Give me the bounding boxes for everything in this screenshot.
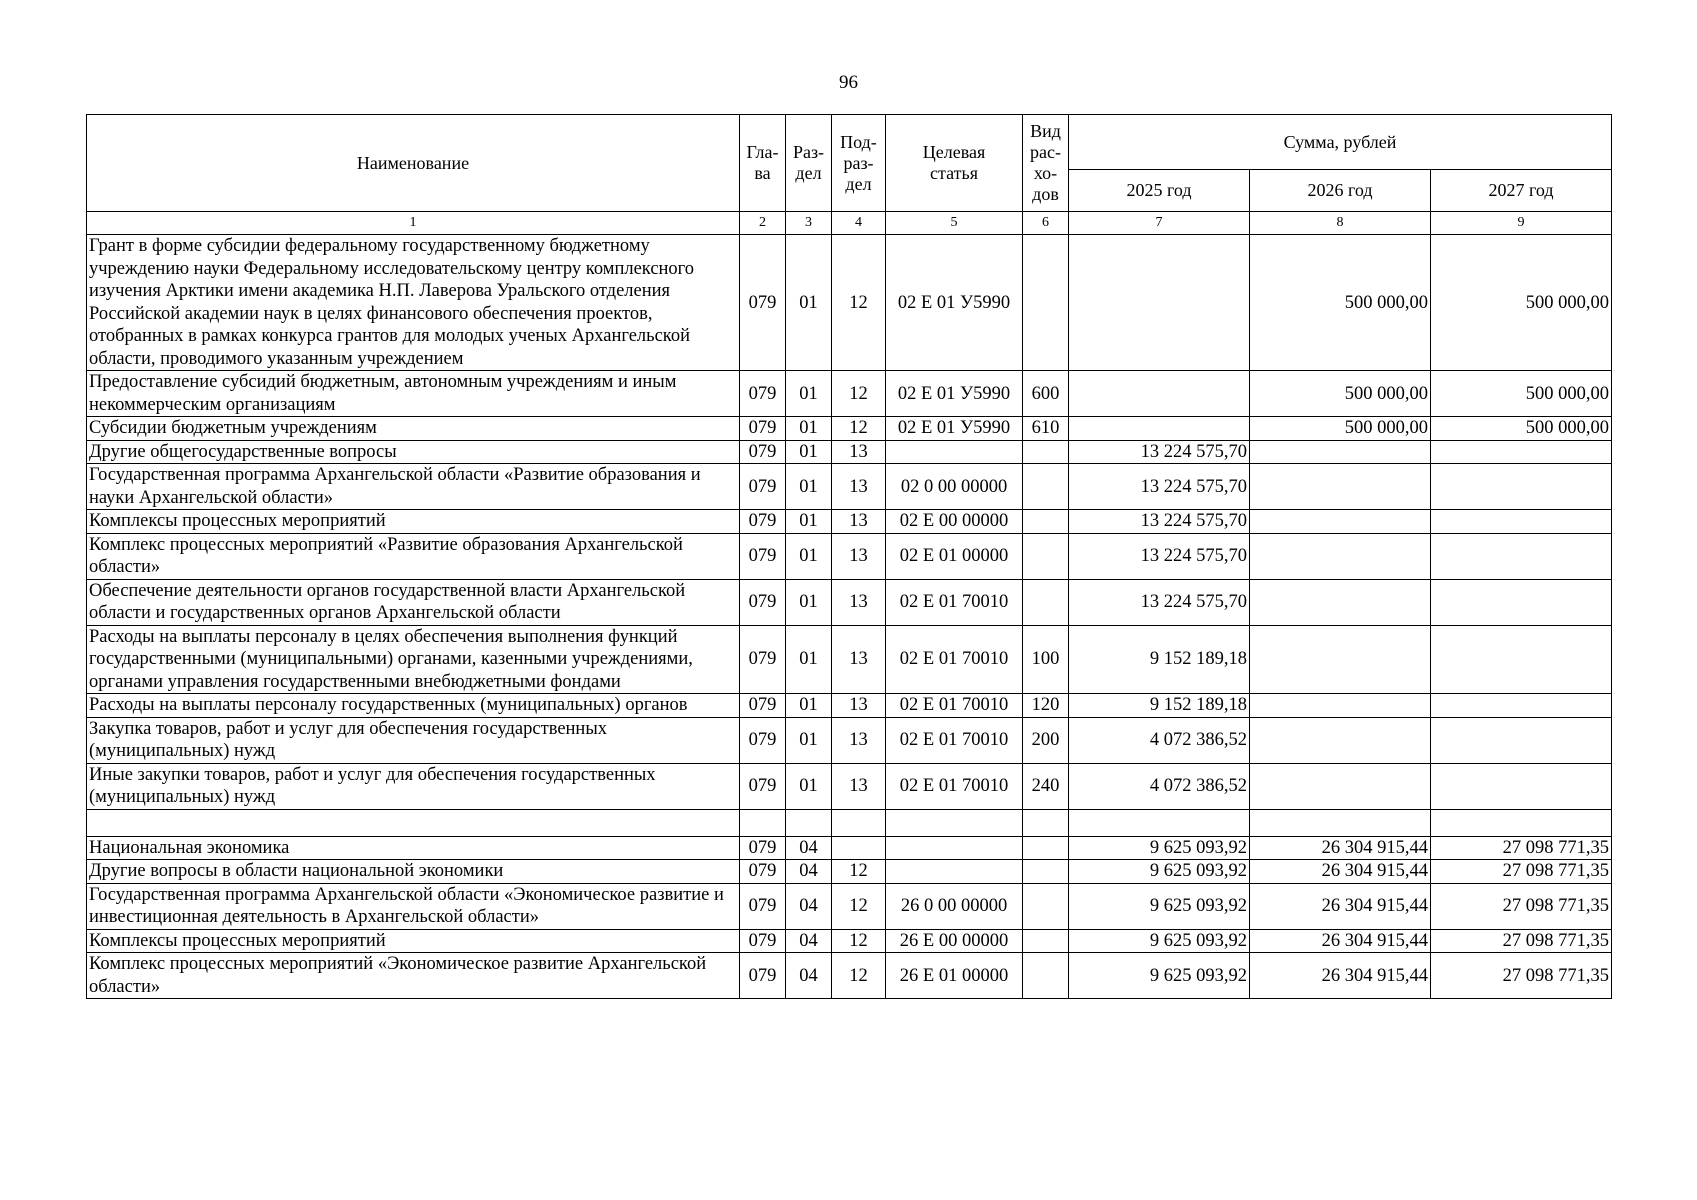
cell-amount-2026: 26 304 915,44 <box>1250 860 1431 884</box>
cell-section: 01 <box>786 625 832 694</box>
cell-expense-type: 100 <box>1023 625 1069 694</box>
cell-section: 01 <box>786 235 832 371</box>
cell-amount-2025 <box>1069 809 1250 836</box>
cell-amount-2027 <box>1431 625 1612 694</box>
cell-name: Иные закупки товаров, работ и услуг для обеспечения государственных (муниципальных) нужд <box>87 763 740 809</box>
table-row <box>87 235 1612 371</box>
cell-amount-2027 <box>1431 579 1612 625</box>
cell-amount-2027 <box>1431 464 1612 510</box>
cell-amount-2025: 9 152 189,18 <box>1069 625 1250 694</box>
cell-amount-2026 <box>1250 625 1431 694</box>
header-name: Наименование <box>87 115 740 212</box>
header-year-2026: 2026 год <box>1250 170 1431 212</box>
cell-expense-type <box>1023 440 1069 464</box>
cell-amount-2025: 9 625 093,92 <box>1069 953 1250 999</box>
cell-subsection: 13 <box>832 533 886 579</box>
column-number: 7 <box>1069 212 1250 235</box>
cell-amount-2026 <box>1250 440 1431 464</box>
cell-amount-2026: 26 304 915,44 <box>1250 929 1431 953</box>
cell-amount-2026: 500 000,00 <box>1250 235 1431 371</box>
cell-expense-type <box>1023 836 1069 860</box>
cell-expense-type <box>1023 579 1069 625</box>
cell-subsection: 13 <box>832 717 886 763</box>
cell-chapter <box>740 809 786 836</box>
cell-amount-2025: 9 625 093,92 <box>1069 836 1250 860</box>
cell-amount-2027 <box>1431 510 1612 534</box>
cell-chapter: 079 <box>740 533 786 579</box>
cell-chapter: 079 <box>740 235 786 371</box>
cell-subsection <box>832 809 886 836</box>
cell-section: 04 <box>786 953 832 999</box>
table-row <box>87 510 1612 534</box>
cell-amount-2027: 27 098 771,35 <box>1431 860 1612 884</box>
cell-amount-2026 <box>1250 510 1431 534</box>
cell-amount-2026: 26 304 915,44 <box>1250 953 1431 999</box>
column-number: 4 <box>832 212 886 235</box>
cell-amount-2027: 27 098 771,35 <box>1431 836 1612 860</box>
header-subsection-label: Под- раз- дел <box>840 131 877 194</box>
cell-expense-type <box>1023 510 1069 534</box>
cell-amount-2025 <box>1069 417 1250 441</box>
cell-chapter: 079 <box>740 717 786 763</box>
cell-name: Государственная программа Архангельской области «Экономическое развитие и инвестиционная деятельность в Архангельской области» <box>87 883 740 929</box>
header-chapter <box>740 115 786 212</box>
cell-name: Другие вопросы в области национальной экономики <box>87 860 740 884</box>
cell-section: 04 <box>786 883 832 929</box>
cell-amount-2027: 500 000,00 <box>1431 235 1612 371</box>
cell-amount-2025: 13 224 575,70 <box>1069 464 1250 510</box>
cell-expense-type <box>1023 809 1069 836</box>
cell-expense-type <box>1023 464 1069 510</box>
cell-section: 04 <box>786 836 832 860</box>
table-row <box>87 929 1612 953</box>
cell-amount-2025: 9 625 093,92 <box>1069 860 1250 884</box>
table-row <box>87 717 1612 763</box>
cell-amount-2027 <box>1431 694 1612 718</box>
header-year-2025: 2025 год <box>1069 170 1250 212</box>
table-body <box>87 235 1612 999</box>
budget-table <box>86 114 1612 999</box>
cell-expense-type <box>1023 953 1069 999</box>
cell-amount-2025: 13 224 575,70 <box>1069 510 1250 534</box>
cell-section: 04 <box>786 860 832 884</box>
cell-section: 04 <box>786 929 832 953</box>
cell-target-article: 02 Е 01 У5990 <box>886 371 1023 417</box>
cell-amount-2027: 500 000,00 <box>1431 371 1612 417</box>
cell-subsection: 13 <box>832 625 886 694</box>
cell-name: Комплексы процессных мероприятий <box>87 510 740 534</box>
cell-chapter: 079 <box>740 440 786 464</box>
cell-section: 01 <box>786 510 832 534</box>
cell-subsection: 12 <box>832 883 886 929</box>
table-row <box>87 860 1612 884</box>
cell-amount-2026 <box>1250 717 1431 763</box>
cell-target-article: 02 0 00 00000 <box>886 464 1023 510</box>
cell-subsection: 12 <box>832 235 886 371</box>
cell-name: Национальная экономика <box>87 836 740 860</box>
cell-subsection: 13 <box>832 510 886 534</box>
cell-name: Субсидии бюджетным учреждениям <box>87 417 740 441</box>
cell-amount-2026 <box>1250 694 1431 718</box>
table-row <box>87 953 1612 999</box>
cell-subsection: 12 <box>832 860 886 884</box>
table-row <box>87 836 1612 860</box>
column-number: 2 <box>740 212 786 235</box>
cell-section: 01 <box>786 694 832 718</box>
cell-amount-2026 <box>1250 579 1431 625</box>
table-row <box>87 533 1612 579</box>
table-row-spacer <box>87 809 1612 836</box>
cell-name: Закупка товаров, работ и услуг для обеспечения государственных (муниципальных) нужд <box>87 717 740 763</box>
cell-name: Комплекс процессных мероприятий «Экономическое развитие Архангельской области» <box>87 953 740 999</box>
cell-subsection: 12 <box>832 929 886 953</box>
table-row <box>87 883 1612 929</box>
cell-expense-type <box>1023 235 1069 371</box>
cell-expense-type: 200 <box>1023 717 1069 763</box>
cell-subsection: 13 <box>832 694 886 718</box>
cell-chapter: 079 <box>740 371 786 417</box>
cell-amount-2026: 26 304 915,44 <box>1250 836 1431 860</box>
cell-target-article: 02 Е 00 00000 <box>886 510 1023 534</box>
cell-target-article <box>886 836 1023 860</box>
column-number: 9 <box>1431 212 1612 235</box>
cell-amount-2026 <box>1250 533 1431 579</box>
cell-subsection: 12 <box>832 371 886 417</box>
cell-name: Комплексы процессных мероприятий <box>87 929 740 953</box>
cell-chapter: 079 <box>740 836 786 860</box>
cell-name <box>87 809 740 836</box>
cell-name: Расходы на выплаты персоналу в целях обеспечения выполнения функций государственными (муниципальными) органами, казенными учреждениями, органами управления государственными внебюджетными фондами <box>87 625 740 694</box>
cell-amount-2025: 13 224 575,70 <box>1069 579 1250 625</box>
cell-amount-2026: 26 304 915,44 <box>1250 883 1431 929</box>
cell-section: 01 <box>786 717 832 763</box>
header-sum: Сумма, рублей <box>1069 115 1612 170</box>
table-header <box>87 115 1612 235</box>
cell-chapter: 079 <box>740 625 786 694</box>
cell-chapter: 079 <box>740 883 786 929</box>
cell-subsection: 13 <box>832 579 886 625</box>
cell-amount-2026 <box>1250 809 1431 836</box>
cell-target-article: 02 Е 01 70010 <box>886 694 1023 718</box>
cell-target-article: 02 Е 01 70010 <box>886 717 1023 763</box>
cell-subsection: 13 <box>832 440 886 464</box>
cell-amount-2027: 27 098 771,35 <box>1431 929 1612 953</box>
cell-amount-2027 <box>1431 533 1612 579</box>
cell-expense-type: 240 <box>1023 763 1069 809</box>
cell-amount-2027: 500 000,00 <box>1431 417 1612 441</box>
header-expense-type-label: Вид рас- хо- дов <box>1030 121 1061 204</box>
cell-expense-type: 600 <box>1023 371 1069 417</box>
cell-amount-2026 <box>1250 464 1431 510</box>
header-year-2027: 2027 год <box>1431 170 1612 212</box>
cell-expense-type <box>1023 860 1069 884</box>
table-row <box>87 763 1612 809</box>
table-row <box>87 625 1612 694</box>
table-row <box>87 417 1612 441</box>
cell-section: 01 <box>786 533 832 579</box>
cell-amount-2025: 4 072 386,52 <box>1069 717 1250 763</box>
cell-chapter: 079 <box>740 953 786 999</box>
header-expense-type <box>1023 115 1069 212</box>
table-row <box>87 579 1612 625</box>
cell-chapter: 079 <box>740 860 786 884</box>
column-numbers-row <box>87 212 1612 235</box>
cell-target-article: 26 0 00 00000 <box>886 883 1023 929</box>
cell-section: 01 <box>786 464 832 510</box>
column-number: 6 <box>1023 212 1069 235</box>
cell-subsection: 13 <box>832 464 886 510</box>
column-number: 8 <box>1250 212 1431 235</box>
column-number: 1 <box>87 212 740 235</box>
cell-amount-2025: 4 072 386,52 <box>1069 763 1250 809</box>
cell-name: Другие общегосударственные вопросы <box>87 440 740 464</box>
cell-name: Предоставление субсидий бюджетным, автономным учреждениям и иным некоммерческим организациям <box>87 371 740 417</box>
cell-target-article: 02 Е 01 70010 <box>886 763 1023 809</box>
cell-amount-2027: 27 098 771,35 <box>1431 953 1612 999</box>
cell-section: 01 <box>786 440 832 464</box>
cell-section <box>786 809 832 836</box>
cell-amount-2027 <box>1431 809 1612 836</box>
cell-name: Государственная программа Архангельской области «Развитие образования и науки Архангельской области» <box>87 464 740 510</box>
table-row <box>87 464 1612 510</box>
header-section <box>786 115 832 212</box>
cell-amount-2027: 27 098 771,35 <box>1431 883 1612 929</box>
cell-name: Обеспечение деятельности органов государственной власти Архангельской области и государственных органов Архангельской области <box>87 579 740 625</box>
cell-amount-2026 <box>1250 763 1431 809</box>
cell-amount-2025: 13 224 575,70 <box>1069 440 1250 464</box>
cell-expense-type <box>1023 533 1069 579</box>
cell-section: 01 <box>786 579 832 625</box>
cell-target-article <box>886 440 1023 464</box>
cell-chapter: 079 <box>740 464 786 510</box>
table-row <box>87 440 1612 464</box>
header-chapter-label: Гла- ва <box>746 142 779 183</box>
cell-expense-type <box>1023 883 1069 929</box>
cell-target-article: 26 Е 01 00000 <box>886 953 1023 999</box>
cell-target-article <box>886 809 1023 836</box>
cell-expense-type <box>1023 929 1069 953</box>
cell-amount-2026: 500 000,00 <box>1250 371 1431 417</box>
cell-amount-2026: 500 000,00 <box>1250 417 1431 441</box>
cell-target-article <box>886 860 1023 884</box>
header-target-article-label: Целевая статья <box>922 142 986 183</box>
cell-target-article: 02 Е 01 70010 <box>886 625 1023 694</box>
cell-chapter: 079 <box>740 929 786 953</box>
cell-amount-2025: 9 625 093,92 <box>1069 929 1250 953</box>
cell-subsection <box>832 836 886 860</box>
cell-section: 01 <box>786 417 832 441</box>
cell-target-article: 02 Е 01 У5990 <box>886 417 1023 441</box>
cell-name: Комплекс процессных мероприятий «Развитие образования Архангельской области» <box>87 533 740 579</box>
cell-chapter: 079 <box>740 510 786 534</box>
table-row <box>87 694 1612 718</box>
cell-amount-2027 <box>1431 717 1612 763</box>
header-section-label: Раз- дел <box>792 142 825 183</box>
cell-expense-type: 610 <box>1023 417 1069 441</box>
cell-expense-type: 120 <box>1023 694 1069 718</box>
header-subsection <box>832 115 886 212</box>
cell-target-article: 02 Е 01 70010 <box>886 579 1023 625</box>
cell-amount-2025: 9 625 093,92 <box>1069 883 1250 929</box>
cell-chapter: 079 <box>740 579 786 625</box>
cell-subsection: 12 <box>832 417 886 441</box>
page-number: 96 <box>839 72 858 93</box>
column-number: 5 <box>886 212 1023 235</box>
cell-amount-2025: 13 224 575,70 <box>1069 533 1250 579</box>
cell-target-article: 02 Е 01 00000 <box>886 533 1023 579</box>
cell-section: 01 <box>786 763 832 809</box>
cell-amount-2025 <box>1069 235 1250 371</box>
cell-subsection: 13 <box>832 763 886 809</box>
cell-chapter: 079 <box>740 763 786 809</box>
cell-amount-2027 <box>1431 763 1612 809</box>
cell-chapter: 079 <box>740 417 786 441</box>
cell-name: Расходы на выплаты персоналу государственных (муниципальных) органов <box>87 694 740 718</box>
table-row <box>87 371 1612 417</box>
cell-amount-2027 <box>1431 440 1612 464</box>
cell-target-article: 26 Е 00 00000 <box>886 929 1023 953</box>
cell-name: Грант в форме субсидии федеральному государственному бюджетному учреждению науки Федеральному исследовательскому центру комплексного изучения Арктики имени академика Н.П. Лаверова Уральского отделения Российской академии наук в целях финансового обеспечения проектов, отобранных в рамках конкурса грантов для молодых ученых Архангельской области, проводимого указанным учреждением <box>87 235 740 371</box>
cell-subsection: 12 <box>832 953 886 999</box>
cell-target-article: 02 Е 01 У5990 <box>886 235 1023 371</box>
cell-amount-2025 <box>1069 371 1250 417</box>
cell-amount-2025: 9 152 189,18 <box>1069 694 1250 718</box>
column-number: 3 <box>786 212 832 235</box>
header-target-article <box>886 115 1023 212</box>
cell-section: 01 <box>786 371 832 417</box>
cell-chapter: 079 <box>740 694 786 718</box>
